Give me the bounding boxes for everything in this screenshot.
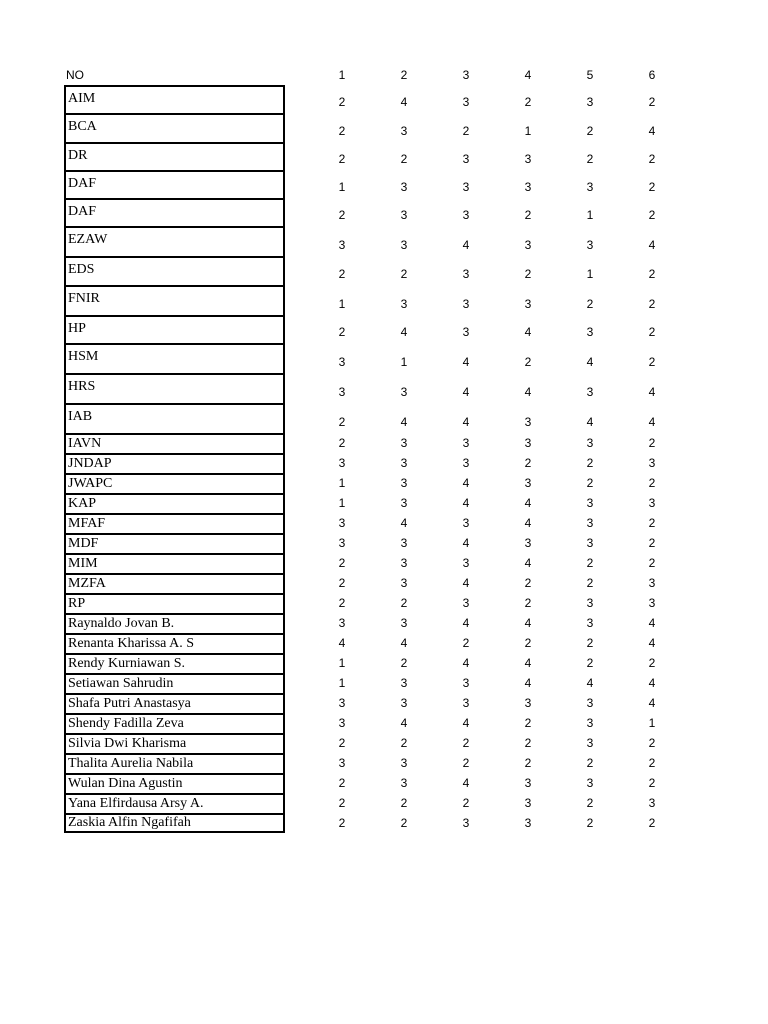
row-name-cell: Shafa Putri Anastasya	[64, 693, 285, 713]
value-cell-col-3: 4	[462, 415, 470, 429]
value-cell-col-1: 2	[338, 95, 346, 109]
value-cell-col-4: 3	[524, 776, 532, 790]
value-cell-col-5: 3	[586, 776, 594, 790]
value-cell-col-4: 4	[524, 676, 532, 690]
header-column-3: 3	[462, 68, 470, 82]
table-row	[0, 793, 768, 813]
table-row	[0, 453, 768, 473]
value-cell-col-5: 3	[586, 696, 594, 710]
row-name-cell: EZAW	[64, 226, 285, 256]
value-cell-col-4: 2	[524, 355, 532, 369]
value-cell-col-2: 3	[400, 676, 408, 690]
value-cell-col-5: 3	[586, 516, 594, 530]
row-name-cell: MZFA	[64, 573, 285, 593]
value-cell-col-2: 3	[400, 124, 408, 138]
value-cell-col-3: 4	[462, 776, 470, 790]
value-cell-col-4: 2	[524, 208, 532, 222]
value-cell-col-2: 1	[400, 355, 408, 369]
value-cell-col-5: 3	[586, 596, 594, 610]
value-cell-col-1: 3	[338, 536, 346, 550]
value-cell-col-4: 4	[524, 385, 532, 399]
value-cell-col-6: 2	[648, 756, 656, 770]
table-row	[0, 142, 768, 170]
value-cell-col-4: 3	[524, 696, 532, 710]
value-cell-col-5: 3	[586, 238, 594, 252]
value-cell-col-3: 3	[462, 696, 470, 710]
value-cell-col-4: 4	[524, 556, 532, 570]
value-cell-col-2: 3	[400, 696, 408, 710]
value-cell-col-6: 3	[648, 576, 656, 590]
value-cell-col-6: 2	[648, 95, 656, 109]
value-cell-col-3: 3	[462, 596, 470, 610]
table-row	[0, 633, 768, 653]
value-cell-col-3: 3	[462, 516, 470, 530]
row-name-cell: AIM	[64, 85, 285, 113]
value-cell-col-1: 2	[338, 152, 346, 166]
value-cell-col-5: 3	[586, 95, 594, 109]
value-cell-col-1: 2	[338, 796, 346, 810]
row-name-cell: Shendy Fadilla Zeva	[64, 713, 285, 733]
value-cell-col-3: 4	[462, 238, 470, 252]
value-cell-col-6: 3	[648, 796, 656, 810]
table-row	[0, 513, 768, 533]
value-cell-col-6: 2	[648, 436, 656, 450]
row-name-cell: Silvia Dwi Kharisma	[64, 733, 285, 753]
value-cell-col-6: 4	[648, 696, 656, 710]
value-cell-col-6: 2	[648, 556, 656, 570]
value-cell-col-3: 2	[462, 636, 470, 650]
value-cell-col-1: 2	[338, 816, 346, 830]
value-cell-col-4: 2	[524, 596, 532, 610]
value-cell-col-6: 2	[648, 297, 656, 311]
value-cell-col-1: 3	[338, 238, 346, 252]
table-row	[0, 226, 768, 256]
table-row	[0, 673, 768, 693]
value-cell-col-4: 2	[524, 736, 532, 750]
value-cell-col-6: 2	[648, 152, 656, 166]
header-column-4: 4	[524, 68, 532, 82]
value-cell-col-5: 3	[586, 436, 594, 450]
row-name-cell: HSM	[64, 343, 285, 373]
value-cell-col-6: 3	[648, 456, 656, 470]
table-row	[0, 315, 768, 343]
table-row	[0, 753, 768, 773]
value-cell-col-3: 4	[462, 536, 470, 550]
value-cell-col-3: 4	[462, 476, 470, 490]
value-cell-col-2: 4	[400, 516, 408, 530]
table-row	[0, 773, 768, 793]
value-cell-col-5: 2	[586, 636, 594, 650]
value-cell-col-5: 2	[586, 476, 594, 490]
table-row	[0, 433, 768, 453]
value-cell-col-1: 3	[338, 355, 346, 369]
row-name-cell: MIM	[64, 553, 285, 573]
value-cell-col-6: 4	[648, 124, 656, 138]
table-row	[0, 198, 768, 226]
value-cell-col-1: 1	[338, 476, 346, 490]
value-cell-col-1: 2	[338, 576, 346, 590]
table-row	[0, 373, 768, 403]
table-row	[0, 593, 768, 613]
value-cell-col-5: 3	[586, 736, 594, 750]
value-cell-col-4: 2	[524, 456, 532, 470]
value-cell-col-5: 2	[586, 756, 594, 770]
value-cell-col-2: 2	[400, 267, 408, 281]
value-cell-col-4: 3	[524, 536, 532, 550]
value-cell-col-2: 2	[400, 816, 408, 830]
value-cell-col-1: 3	[338, 716, 346, 730]
value-cell-col-6: 4	[648, 415, 656, 429]
value-cell-col-1: 3	[338, 616, 346, 630]
value-cell-col-4: 3	[524, 816, 532, 830]
table-row	[0, 285, 768, 315]
value-cell-col-3: 3	[462, 152, 470, 166]
value-cell-col-5: 3	[586, 180, 594, 194]
value-cell-col-6: 2	[648, 325, 656, 339]
table-row	[0, 403, 768, 433]
value-cell-col-5: 3	[586, 496, 594, 510]
value-cell-col-5: 3	[586, 616, 594, 630]
value-cell-col-2: 3	[400, 616, 408, 630]
value-cell-col-6: 4	[648, 616, 656, 630]
value-cell-col-6: 4	[648, 636, 656, 650]
row-name-cell: JNDAP	[64, 453, 285, 473]
table-row	[0, 113, 768, 142]
value-cell-col-3: 3	[462, 267, 470, 281]
value-cell-col-4: 4	[524, 616, 532, 630]
value-cell-col-5: 1	[586, 267, 594, 281]
value-cell-col-1: 2	[338, 436, 346, 450]
table-row	[0, 493, 768, 513]
row-name-cell: HRS	[64, 373, 285, 403]
row-name-cell: Zaskia Alfin Ngafifah	[64, 813, 285, 833]
value-cell-col-4: 2	[524, 576, 532, 590]
value-cell-col-2: 3	[400, 208, 408, 222]
value-cell-col-3: 3	[462, 180, 470, 194]
value-cell-col-2: 4	[400, 325, 408, 339]
value-cell-col-2: 3	[400, 576, 408, 590]
value-cell-col-1: 1	[338, 496, 346, 510]
value-cell-col-2: 3	[400, 776, 408, 790]
row-name-cell: HP	[64, 315, 285, 343]
value-cell-col-4: 3	[524, 476, 532, 490]
row-name-cell: MDF	[64, 533, 285, 553]
row-name-cell: Rendy Kurniawan S.	[64, 653, 285, 673]
value-cell-col-6: 2	[648, 816, 656, 830]
value-cell-col-1: 2	[338, 415, 346, 429]
value-cell-col-5: 2	[586, 656, 594, 670]
value-cell-col-1: 1	[338, 656, 346, 670]
value-cell-col-2: 3	[400, 556, 408, 570]
value-cell-col-4: 4	[524, 325, 532, 339]
value-cell-col-5: 4	[586, 676, 594, 690]
row-name-cell: BCA	[64, 113, 285, 142]
value-cell-col-2: 2	[400, 796, 408, 810]
table-row	[0, 256, 768, 285]
value-cell-col-6: 2	[648, 355, 656, 369]
value-cell-col-4: 4	[524, 656, 532, 670]
value-cell-col-5: 2	[586, 297, 594, 311]
value-cell-col-3: 3	[462, 456, 470, 470]
row-name-cell: RP	[64, 593, 285, 613]
value-cell-col-3: 3	[462, 556, 470, 570]
value-cell-col-2: 3	[400, 385, 408, 399]
value-cell-col-3: 4	[462, 355, 470, 369]
value-cell-col-3: 3	[462, 436, 470, 450]
header-column-1: 1	[338, 68, 346, 82]
value-cell-col-2: 3	[400, 456, 408, 470]
table-row	[0, 533, 768, 553]
value-cell-col-5: 2	[586, 152, 594, 166]
value-cell-col-6: 2	[648, 736, 656, 750]
value-cell-col-2: 3	[400, 238, 408, 252]
value-cell-col-6: 2	[648, 776, 656, 790]
value-cell-col-6: 2	[648, 180, 656, 194]
row-name-cell: Raynaldo Jovan B.	[64, 613, 285, 633]
value-cell-col-5: 4	[586, 355, 594, 369]
value-cell-col-5: 3	[586, 325, 594, 339]
value-cell-col-4: 3	[524, 238, 532, 252]
value-cell-col-3: 3	[462, 297, 470, 311]
value-cell-col-4: 2	[524, 716, 532, 730]
value-cell-col-4: 2	[524, 636, 532, 650]
value-cell-col-2: 2	[400, 596, 408, 610]
row-name-cell: DAF	[64, 198, 285, 226]
table-row	[0, 85, 768, 113]
header-column-5: 5	[586, 68, 594, 82]
value-cell-col-1: 2	[338, 124, 346, 138]
value-cell-col-5: 4	[586, 415, 594, 429]
value-cell-col-4: 4	[524, 516, 532, 530]
value-cell-col-3: 3	[462, 676, 470, 690]
value-cell-col-2: 2	[400, 736, 408, 750]
value-cell-col-6: 4	[648, 238, 656, 252]
value-cell-col-3: 4	[462, 656, 470, 670]
value-cell-col-5: 3	[586, 716, 594, 730]
row-name-cell: FNIR	[64, 285, 285, 315]
value-cell-col-1: 2	[338, 776, 346, 790]
value-cell-col-2: 4	[400, 636, 408, 650]
value-cell-col-4: 3	[524, 152, 532, 166]
row-name-cell: EDS	[64, 256, 285, 285]
value-cell-col-1: 2	[338, 596, 346, 610]
value-cell-col-6: 2	[648, 267, 656, 281]
value-cell-col-6: 3	[648, 496, 656, 510]
value-cell-col-1: 3	[338, 696, 346, 710]
value-cell-col-4: 1	[524, 124, 532, 138]
value-cell-col-1: 1	[338, 180, 346, 194]
value-cell-col-4: 4	[524, 496, 532, 510]
value-cell-col-2: 2	[400, 152, 408, 166]
value-cell-col-4: 2	[524, 95, 532, 109]
value-cell-col-6: 2	[648, 516, 656, 530]
row-name-cell: IAVN	[64, 433, 285, 453]
row-name-cell: Yana Elfirdausa Arsy A.	[64, 793, 285, 813]
value-cell-col-1: 2	[338, 267, 346, 281]
value-cell-col-4: 3	[524, 180, 532, 194]
value-cell-col-1: 2	[338, 325, 346, 339]
value-cell-col-1: 3	[338, 385, 346, 399]
value-cell-col-3: 4	[462, 616, 470, 630]
value-cell-col-3: 2	[462, 756, 470, 770]
table-row	[0, 473, 768, 493]
value-cell-col-2: 3	[400, 436, 408, 450]
value-cell-col-2: 3	[400, 476, 408, 490]
table-row	[0, 573, 768, 593]
value-cell-col-3: 2	[462, 736, 470, 750]
value-cell-col-1: 2	[338, 736, 346, 750]
row-name-cell: Renanta Kharissa A. S	[64, 633, 285, 653]
value-cell-col-5: 2	[586, 556, 594, 570]
value-cell-col-2: 4	[400, 716, 408, 730]
value-cell-col-1: 3	[338, 756, 346, 770]
value-cell-col-6: 1	[648, 716, 656, 730]
value-cell-col-4: 3	[524, 436, 532, 450]
table-row	[0, 613, 768, 633]
value-cell-col-3: 4	[462, 496, 470, 510]
value-cell-col-4: 2	[524, 756, 532, 770]
header-no-label: NO	[66, 68, 84, 82]
row-name-cell: KAP	[64, 493, 285, 513]
value-cell-col-2: 3	[400, 180, 408, 194]
value-cell-col-3: 4	[462, 716, 470, 730]
value-cell-col-3: 4	[462, 576, 470, 590]
value-cell-col-2: 2	[400, 656, 408, 670]
value-cell-col-4: 3	[524, 297, 532, 311]
value-cell-col-1: 4	[338, 636, 346, 650]
value-cell-col-5: 2	[586, 816, 594, 830]
row-name-cell: Thalita Aurelia Nabila	[64, 753, 285, 773]
value-cell-col-2: 3	[400, 496, 408, 510]
table-row	[0, 170, 768, 198]
value-cell-col-1: 3	[338, 456, 346, 470]
table-row	[0, 343, 768, 373]
value-cell-col-2: 3	[400, 297, 408, 311]
value-cell-col-6: 2	[648, 656, 656, 670]
value-cell-col-5: 2	[586, 456, 594, 470]
row-name-cell: Setiawan Sahrudin	[64, 673, 285, 693]
value-cell-col-4: 3	[524, 796, 532, 810]
value-cell-col-5: 2	[586, 576, 594, 590]
row-name-cell: Wulan Dina Agustin	[64, 773, 285, 793]
value-cell-col-6: 2	[648, 208, 656, 222]
row-name-cell: JWAPC	[64, 473, 285, 493]
header-column-2: 2	[400, 68, 408, 82]
value-cell-col-3: 2	[462, 124, 470, 138]
value-cell-col-1: 1	[338, 676, 346, 690]
value-cell-col-5: 2	[586, 796, 594, 810]
value-cell-col-3: 3	[462, 816, 470, 830]
value-cell-col-4: 2	[524, 267, 532, 281]
value-cell-col-3: 3	[462, 208, 470, 222]
table-row	[0, 693, 768, 713]
value-cell-col-1: 2	[338, 208, 346, 222]
value-cell-col-6: 4	[648, 385, 656, 399]
row-name-cell: IAB	[64, 403, 285, 433]
value-cell-col-3: 3	[462, 325, 470, 339]
value-cell-col-3: 4	[462, 385, 470, 399]
value-cell-col-6: 2	[648, 536, 656, 550]
value-cell-col-2: 4	[400, 95, 408, 109]
value-cell-col-4: 3	[524, 415, 532, 429]
value-cell-col-6: 2	[648, 476, 656, 490]
table-row	[0, 813, 768, 833]
row-name-cell: DAF	[64, 170, 285, 198]
value-cell-col-6: 3	[648, 596, 656, 610]
value-cell-col-1: 1	[338, 297, 346, 311]
table-row	[0, 713, 768, 733]
table-row	[0, 733, 768, 753]
value-cell-col-2: 3	[400, 756, 408, 770]
value-cell-col-3: 3	[462, 95, 470, 109]
value-cell-col-1: 3	[338, 516, 346, 530]
row-name-cell: DR	[64, 142, 285, 170]
value-cell-col-6: 4	[648, 676, 656, 690]
value-cell-col-5: 3	[586, 536, 594, 550]
value-cell-col-5: 3	[586, 385, 594, 399]
table-row	[0, 653, 768, 673]
row-name-cell: MFAF	[64, 513, 285, 533]
value-cell-col-3: 2	[462, 796, 470, 810]
table-row	[0, 553, 768, 573]
header-column-6: 6	[648, 68, 656, 82]
value-cell-col-5: 2	[586, 124, 594, 138]
value-cell-col-1: 2	[338, 556, 346, 570]
value-cell-col-5: 1	[586, 208, 594, 222]
value-cell-col-2: 4	[400, 415, 408, 429]
value-cell-col-2: 3	[400, 536, 408, 550]
